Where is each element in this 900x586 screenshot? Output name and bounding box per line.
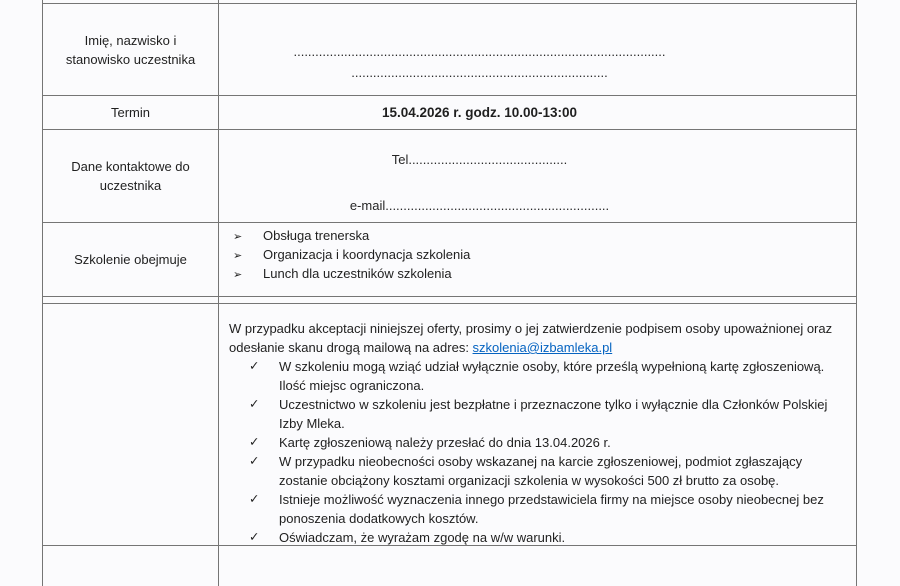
cropped-label-cell	[43, 0, 219, 3]
contact-label: Dane kontaktowe do uczestnika	[71, 159, 190, 193]
terms-item-text: Istnieje możliwość wyznaczenia innego przedstawiciela firmy na miejsce osoby nieobecnej bez ponoszenia dodatkowych kosztów.	[279, 492, 824, 526]
terms-item-text: W przypadku nieobecności osoby wskazanej na karcie zgłoszeniowej, podmiot zgłaszający zostanie obciążony kosztami organizacji szkolenia w wysokości 500 zł brutto za osobę.	[279, 454, 803, 488]
includes-value-cell	[219, 223, 856, 296]
table-section-gap	[43, 297, 856, 303]
table-row-termin	[43, 96, 856, 130]
table-row-includes	[43, 223, 856, 297]
termin-label: Termin	[110, 105, 150, 120]
list-item	[229, 395, 844, 433]
checkmark-icon: ✓	[249, 492, 260, 506]
contact-value-cell	[219, 130, 856, 222]
contact-tel-line: Tel............................................	[391, 152, 568, 167]
checkmark-icon: ✓	[249, 397, 260, 411]
table-row-terms	[43, 303, 856, 546]
terms-item-text: Kartę zgłoszeniową należy przesłać do dnia 13.04.2026 r.	[279, 435, 611, 450]
terms-item-text: Uczestnictwo w szkoleniu jest bezpłatne i przeznaczone tylko i wyłącznie dla Członków Polskiej Izby Mleka.	[279, 397, 828, 431]
termin-value-cell	[219, 96, 856, 129]
checkmark-icon: ✓	[249, 530, 260, 544]
terms-label-cell	[43, 304, 219, 545]
table-row-contact	[43, 130, 856, 223]
participant-fill-line-1: .......................................................................................................	[293, 44, 666, 59]
participant-label-cell	[43, 4, 219, 95]
checkmark-icon: ✓	[249, 435, 260, 449]
includes-label: Szkolenie obejmuje	[74, 252, 187, 267]
list-item	[229, 452, 844, 490]
list-item	[229, 528, 844, 547]
includes-item-text: Organizacja i koordynacja szkolenia	[263, 247, 471, 262]
contact-label-cell	[43, 130, 219, 222]
participant-label: Imię, nazwisko i stanowisko uczestnika	[65, 32, 196, 67]
arrow-bullet-icon: ➢	[233, 231, 243, 243]
list-item	[229, 357, 844, 395]
participant-value-cell	[219, 4, 856, 95]
list-item	[233, 246, 848, 265]
list-item	[229, 433, 844, 452]
terms-item-text: W szkoleniu mogą wziąć udział wyłącznie osoby, które prześlą wypełnioną kartę zgłoszeniową. Ilość miejsc ograniczona.	[279, 359, 825, 393]
email-link[interactable]: szkolenia@izbamleka.pl	[472, 340, 613, 355]
terms-item-text: Oświadczam, że wyrażam zgodę na w/w warunki.	[279, 530, 566, 545]
list-item	[229, 490, 844, 528]
arrow-bullet-icon: ➢	[233, 269, 243, 281]
list-item	[233, 227, 848, 246]
terms-intro-paragraph	[229, 319, 844, 357]
checkmark-icon: ✓	[249, 454, 260, 468]
checkmark-icon: ✓	[249, 359, 260, 373]
table-row-cropped-bottom	[43, 546, 856, 586]
participant-fill-line-2: .......................................................................	[351, 65, 608, 80]
termin-value: 15.04.2026 r. godz. 10.00-13:00	[381, 104, 578, 120]
cropped-value-cell	[219, 0, 856, 3]
registration-form-table	[42, 0, 857, 586]
list-item	[233, 265, 848, 284]
includes-label-cell	[43, 223, 219, 296]
terms-value-cell	[219, 304, 856, 545]
arrow-bullet-icon: ➢	[233, 250, 243, 262]
table-row-participant	[43, 4, 856, 96]
terms-intro-text: W przypadku akceptacji niniejszej oferty, prosimy o jej zatwierdzenie podpisem osoby upoważnionej oraz odesłanie skanu drogą mailową na adres:	[229, 321, 833, 355]
includes-item-text: Obsługa trenerska	[263, 228, 370, 243]
termin-label-cell	[43, 96, 219, 129]
contact-email-line: e-mail..............................................................	[349, 198, 610, 213]
includes-item-text: Lunch dla uczestników szkolenia	[263, 266, 452, 281]
